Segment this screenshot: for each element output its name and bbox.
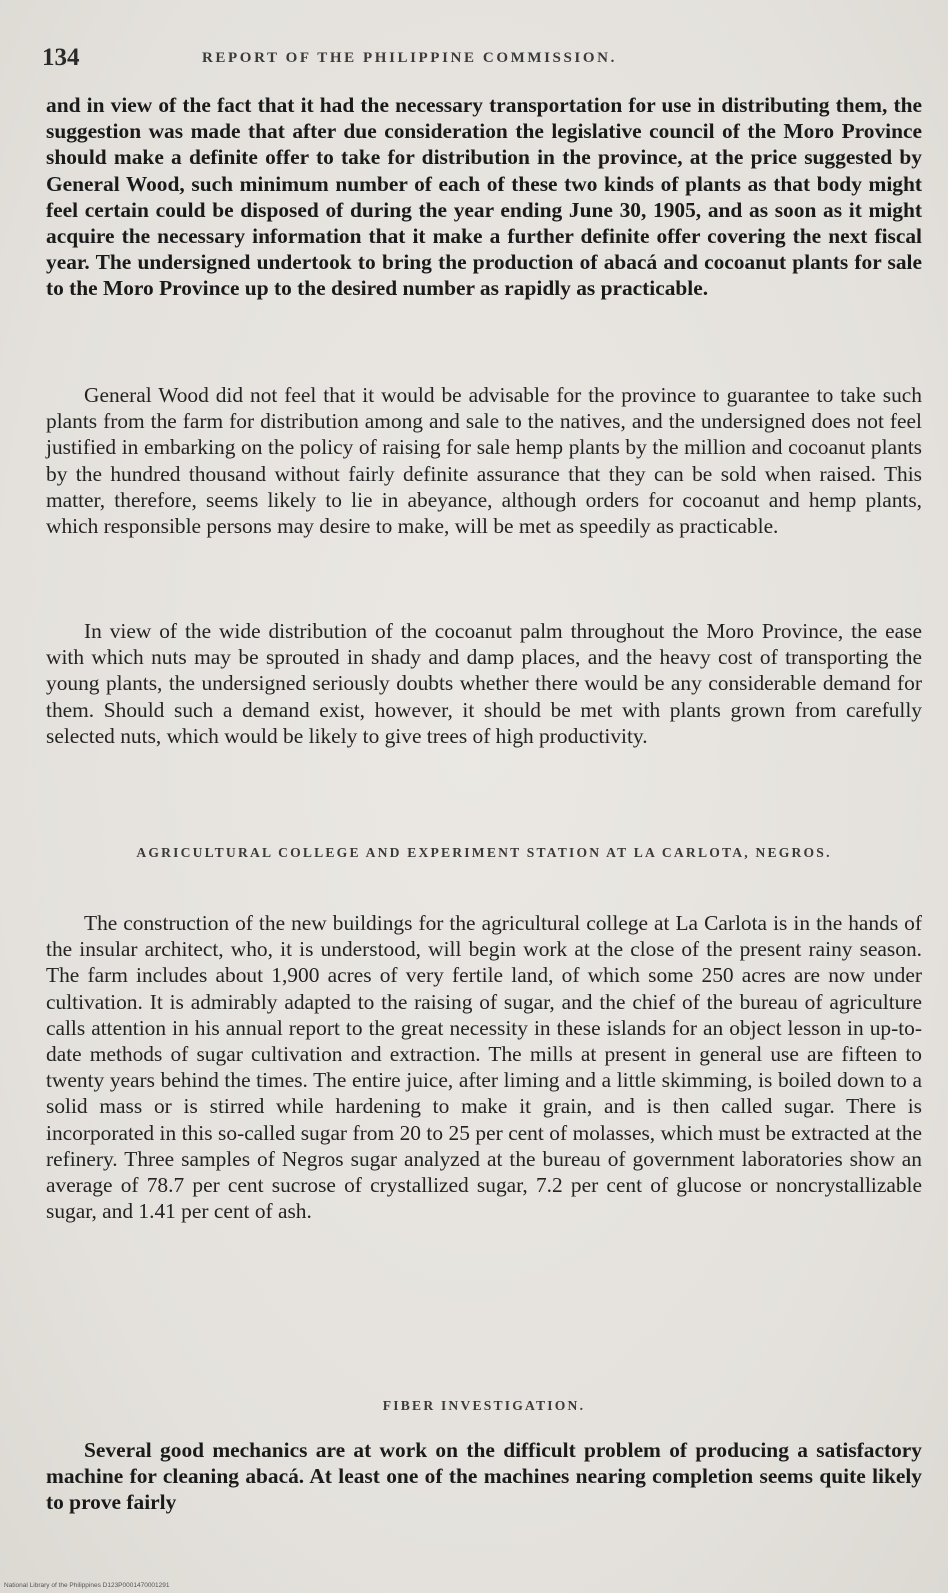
page-header bbox=[42, 44, 922, 74]
running-head: REPORT OF THE PHILIPPINE COMMISSION. bbox=[202, 50, 617, 66]
paragraph-cocoanut-palm: In view of the wide distribution of the cocoanut palm throughout the Moro Province, the ease with which nuts may be sprouted in shady and damp places, and the heavy cost of transporting the young plants, the undersigned seriously doubts whether there would be any considerable demand for them. Should such a demand exist, however, it should be met with plants grown from carefully selected nuts, which would be likely to give trees of high productivity. bbox=[46, 619, 922, 748]
section-heading-la-carlota: AGRICULTURAL COLLEGE AND EXPERIMENT STATION AT LA CARLOTA, NEGROS. bbox=[136, 845, 832, 860]
scan-credit: National Library of the Philippines D123P0001470001291 bbox=[4, 1582, 170, 1589]
page-number: 134 bbox=[42, 44, 80, 71]
paragraph-general-wood: General Wood did not feel that it would be advisable for the province to guarantee to take such plants from the farm for distribution among and sale to the natives, and the undersigned does not feel justified in embarking on the policy of raising for sale hemp plants by the million and cocoanut plants by the hundred thousand without fairly definite assurance that they can be sold when raised. This matter, therefore, seems likely to lie in abeyance, although orders for cocoanut and hemp plants, which responsible persons may desire to make, will be met as speedily as practicable. bbox=[46, 383, 922, 539]
paragraph-la-carlota: The construction of the new buildings for the agricultural college at La Carlota is in the hands of the insular architect, who, it is understood, will begin work at the close of the present rainy season. The farm includes about 1,900 acres of very fertile land, of which some 250 acres are now under cultivation. It is admirably adapted to the raising of sugar, and the chief of the bureau of agriculture calls attention in his annual report to the great necessity in these islands for an object lesson in up-to-date methods of sugar cultivation and extraction. The mills at present in general use are fifteen to twenty years behind the times. The entire juice, after liming and a little skimming, is boiled down to a solid mass or is stirred while hardening to make it grain, and is then called sugar. There is incorporated in this so-called sugar from 20 to 25 per cent of molasses, which must be extracted at the refinery. Three samples of Negros sugar analyzed at the bureau of government laboratories show an average of 78.7 per cent sucrose of crystallized sugar, 7.2 per cent of glucose or noncrystallizable sugar, and 1.41 per cent of ash. bbox=[46, 911, 922, 1224]
section-heading-fiber-investigation: FIBER INVESTIGATION. bbox=[382, 1398, 586, 1413]
paragraph-moro-offer: and in view of the fact that it had the necessary transportation for use in distributing them, the suggestion was made that after due consideration the legislative council of the Moro Province should make a definite offer to take for distribution in the province, at the price suggested by General Wood, such minimum number of each of these two kinds of plants as that body might feel certain could be disposed of during the year ending June 30, 1905, and as soon as it might acquire the necessary information that it make a further definite offer covering the next fiscal year. The undersigned undertook to bring the production of abacá and cocoanut plants for sale to the Moro Province up to the desired number as rapidly as practicable. bbox=[46, 93, 922, 301]
paragraph-fiber-machines: Several good mechanics are at work on the difficult problem of producing a satisfactory machine for cleaning abacá. At least one of the machines nearing completion seems quite likely to prove fairly bbox=[46, 1438, 922, 1515]
